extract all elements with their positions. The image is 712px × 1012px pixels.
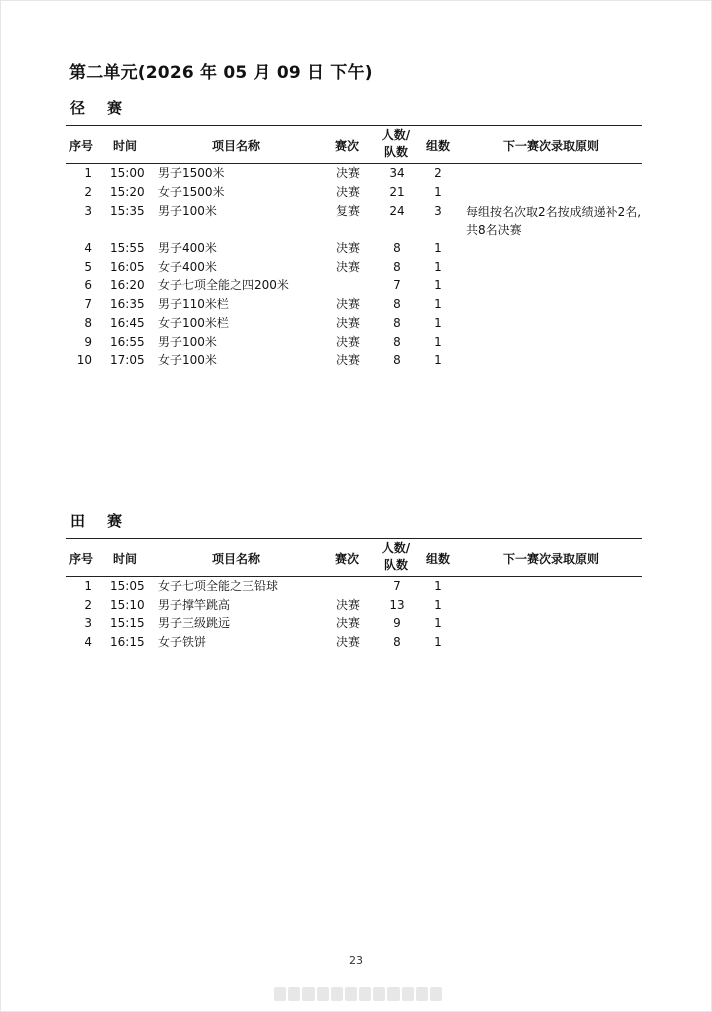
cell-round: 决赛	[336, 598, 361, 612]
cell-groups: 3	[434, 204, 442, 218]
header-rule: 下一赛次录取原则	[502, 552, 600, 566]
cell-name: 女子1500米	[158, 185, 225, 199]
cell-groups: 1	[434, 316, 442, 330]
header-round: 赛次	[335, 552, 360, 566]
cell-time: 15:15	[110, 616, 145, 630]
header-time: 时间	[113, 552, 138, 566]
cell-count: 8	[393, 241, 401, 255]
header-count	[382, 540, 410, 574]
cell-round: 决赛	[336, 353, 361, 367]
table-row	[0, 596, 712, 615]
cell-time: 15:20	[110, 185, 145, 199]
cell-groups: 1	[434, 297, 442, 311]
cell-no: 3	[84, 204, 92, 218]
header-count	[382, 127, 410, 161]
cell-groups: 1	[434, 579, 442, 593]
cell-time: 16:05	[110, 260, 145, 274]
cell-no: 7	[84, 297, 92, 311]
table-row	[0, 633, 712, 652]
cell-no: 4	[84, 635, 92, 649]
cell-name: 男子撑竿跳高	[158, 598, 231, 612]
cell-no: 5	[84, 260, 92, 274]
cell-groups: 1	[434, 635, 442, 649]
table-row	[0, 333, 712, 352]
cell-count: 8	[393, 353, 401, 367]
cell-time: 15:10	[110, 598, 145, 612]
cell-groups: 1	[434, 353, 442, 367]
cell-round: 决赛	[336, 260, 361, 274]
cell-name: 男子110米栏	[158, 297, 229, 311]
header-time: 时间	[113, 139, 138, 153]
cell-groups: 1	[434, 260, 442, 274]
header-no: 序号	[69, 552, 94, 566]
header-name: 项目名称	[211, 139, 261, 153]
table-row	[0, 239, 712, 258]
table-row	[0, 276, 712, 295]
cell-name: 女子400米	[158, 260, 217, 274]
cell-time: 15:35	[110, 204, 145, 218]
cell-time: 16:55	[110, 335, 145, 349]
cell-count: 8	[393, 316, 401, 330]
cell-count: 13	[389, 598, 405, 612]
cell-no: 10	[76, 353, 92, 367]
cell-count: 7	[393, 579, 401, 593]
table-row	[0, 183, 712, 202]
image-watermark-strip	[274, 987, 442, 1001]
cell-time: 15:55	[110, 241, 145, 255]
table-row	[0, 351, 712, 370]
cell-no: 8	[84, 316, 92, 330]
field-table-top-rule	[66, 538, 642, 539]
header-count-line1: 人数/	[381, 128, 411, 142]
cell-round: 决赛	[336, 166, 361, 180]
cell-time: 16:45	[110, 316, 145, 330]
track-table-top-rule	[66, 125, 642, 126]
header-count-line2: 队数	[383, 558, 409, 572]
cell-name: 女子铁饼	[158, 635, 207, 649]
cell-name: 女子100米栏	[158, 316, 229, 330]
cell-no: 6	[84, 278, 92, 292]
cell-name: 男子400米	[158, 241, 217, 255]
document-title: 第二单元(2026 年 05 月 09 日 下午)	[69, 63, 373, 83]
cell-count: 8	[393, 635, 401, 649]
cell-no: 1	[84, 579, 92, 593]
header-count-line1: 人数/	[381, 541, 411, 555]
table-row	[0, 164, 712, 183]
cell-count: 8	[393, 335, 401, 349]
header-groups: 组数	[426, 139, 451, 153]
cell-time: 15:00	[110, 166, 145, 180]
cell-round: 决赛	[336, 616, 361, 630]
cell-name: 女子100米	[158, 353, 217, 367]
cell-groups: 1	[434, 335, 442, 349]
cell-round: 决赛	[336, 316, 361, 330]
cell-time: 17:05	[110, 353, 145, 367]
cell-time: 16:15	[110, 635, 145, 649]
table-row	[0, 614, 712, 633]
cell-count: 24	[389, 204, 405, 218]
table-row	[0, 314, 712, 333]
cell-no: 1	[84, 166, 92, 180]
cell-no: 2	[84, 185, 92, 199]
cell-count: 9	[393, 616, 401, 630]
cell-no: 9	[84, 335, 92, 349]
table-row	[0, 295, 712, 314]
cell-groups: 1	[434, 598, 442, 612]
cell-count: 8	[393, 297, 401, 311]
cell-round: 决赛	[336, 635, 361, 649]
cell-groups: 2	[434, 166, 442, 180]
cell-time: 16:35	[110, 297, 145, 311]
header-count-line2: 队数	[383, 145, 409, 159]
cell-no: 4	[84, 241, 92, 255]
cell-groups: 1	[434, 241, 442, 255]
cell-no: 3	[84, 616, 92, 630]
table-row	[0, 202, 712, 237]
header-rule: 下一赛次录取原则	[502, 139, 600, 153]
cell-time: 15:05	[110, 579, 145, 593]
cell-no: 2	[84, 598, 92, 612]
track-section-heading: 径赛	[70, 99, 145, 117]
cell-round: 决赛	[336, 335, 361, 349]
cell-name: 男子1500米	[158, 166, 225, 180]
cell-count: 34	[389, 166, 405, 180]
cell-name: 女子七项全能之四200米	[158, 278, 289, 292]
cell-name: 男子100米	[158, 335, 217, 349]
cell-count: 7	[393, 278, 401, 292]
header-round: 赛次	[335, 139, 360, 153]
cell-round: 决赛	[336, 185, 361, 199]
cell-count: 21	[389, 185, 405, 199]
cell-groups: 1	[434, 616, 442, 630]
cell-round: 决赛	[336, 241, 361, 255]
header-no: 序号	[69, 139, 94, 153]
table-row	[0, 258, 712, 277]
table-row	[0, 577, 712, 596]
cell-round: 复赛	[336, 204, 361, 218]
cell-round: 决赛	[336, 297, 361, 311]
page-number: 23	[349, 954, 363, 967]
cell-advance-rule: 每组按名次取2名按成绩递补2名,共8名决赛	[466, 205, 642, 237]
header-groups: 组数	[426, 552, 451, 566]
field-section-heading: 田赛	[70, 512, 145, 530]
cell-name: 女子七项全能之三铅球	[158, 579, 279, 593]
cell-time: 16:20	[110, 278, 145, 292]
cell-name: 男子100米	[158, 204, 217, 218]
cell-groups: 1	[434, 185, 442, 199]
cell-groups: 1	[434, 278, 442, 292]
header-name: 项目名称	[211, 552, 261, 566]
cell-name: 男子三级跳远	[158, 616, 231, 630]
cell-count: 8	[393, 260, 401, 274]
